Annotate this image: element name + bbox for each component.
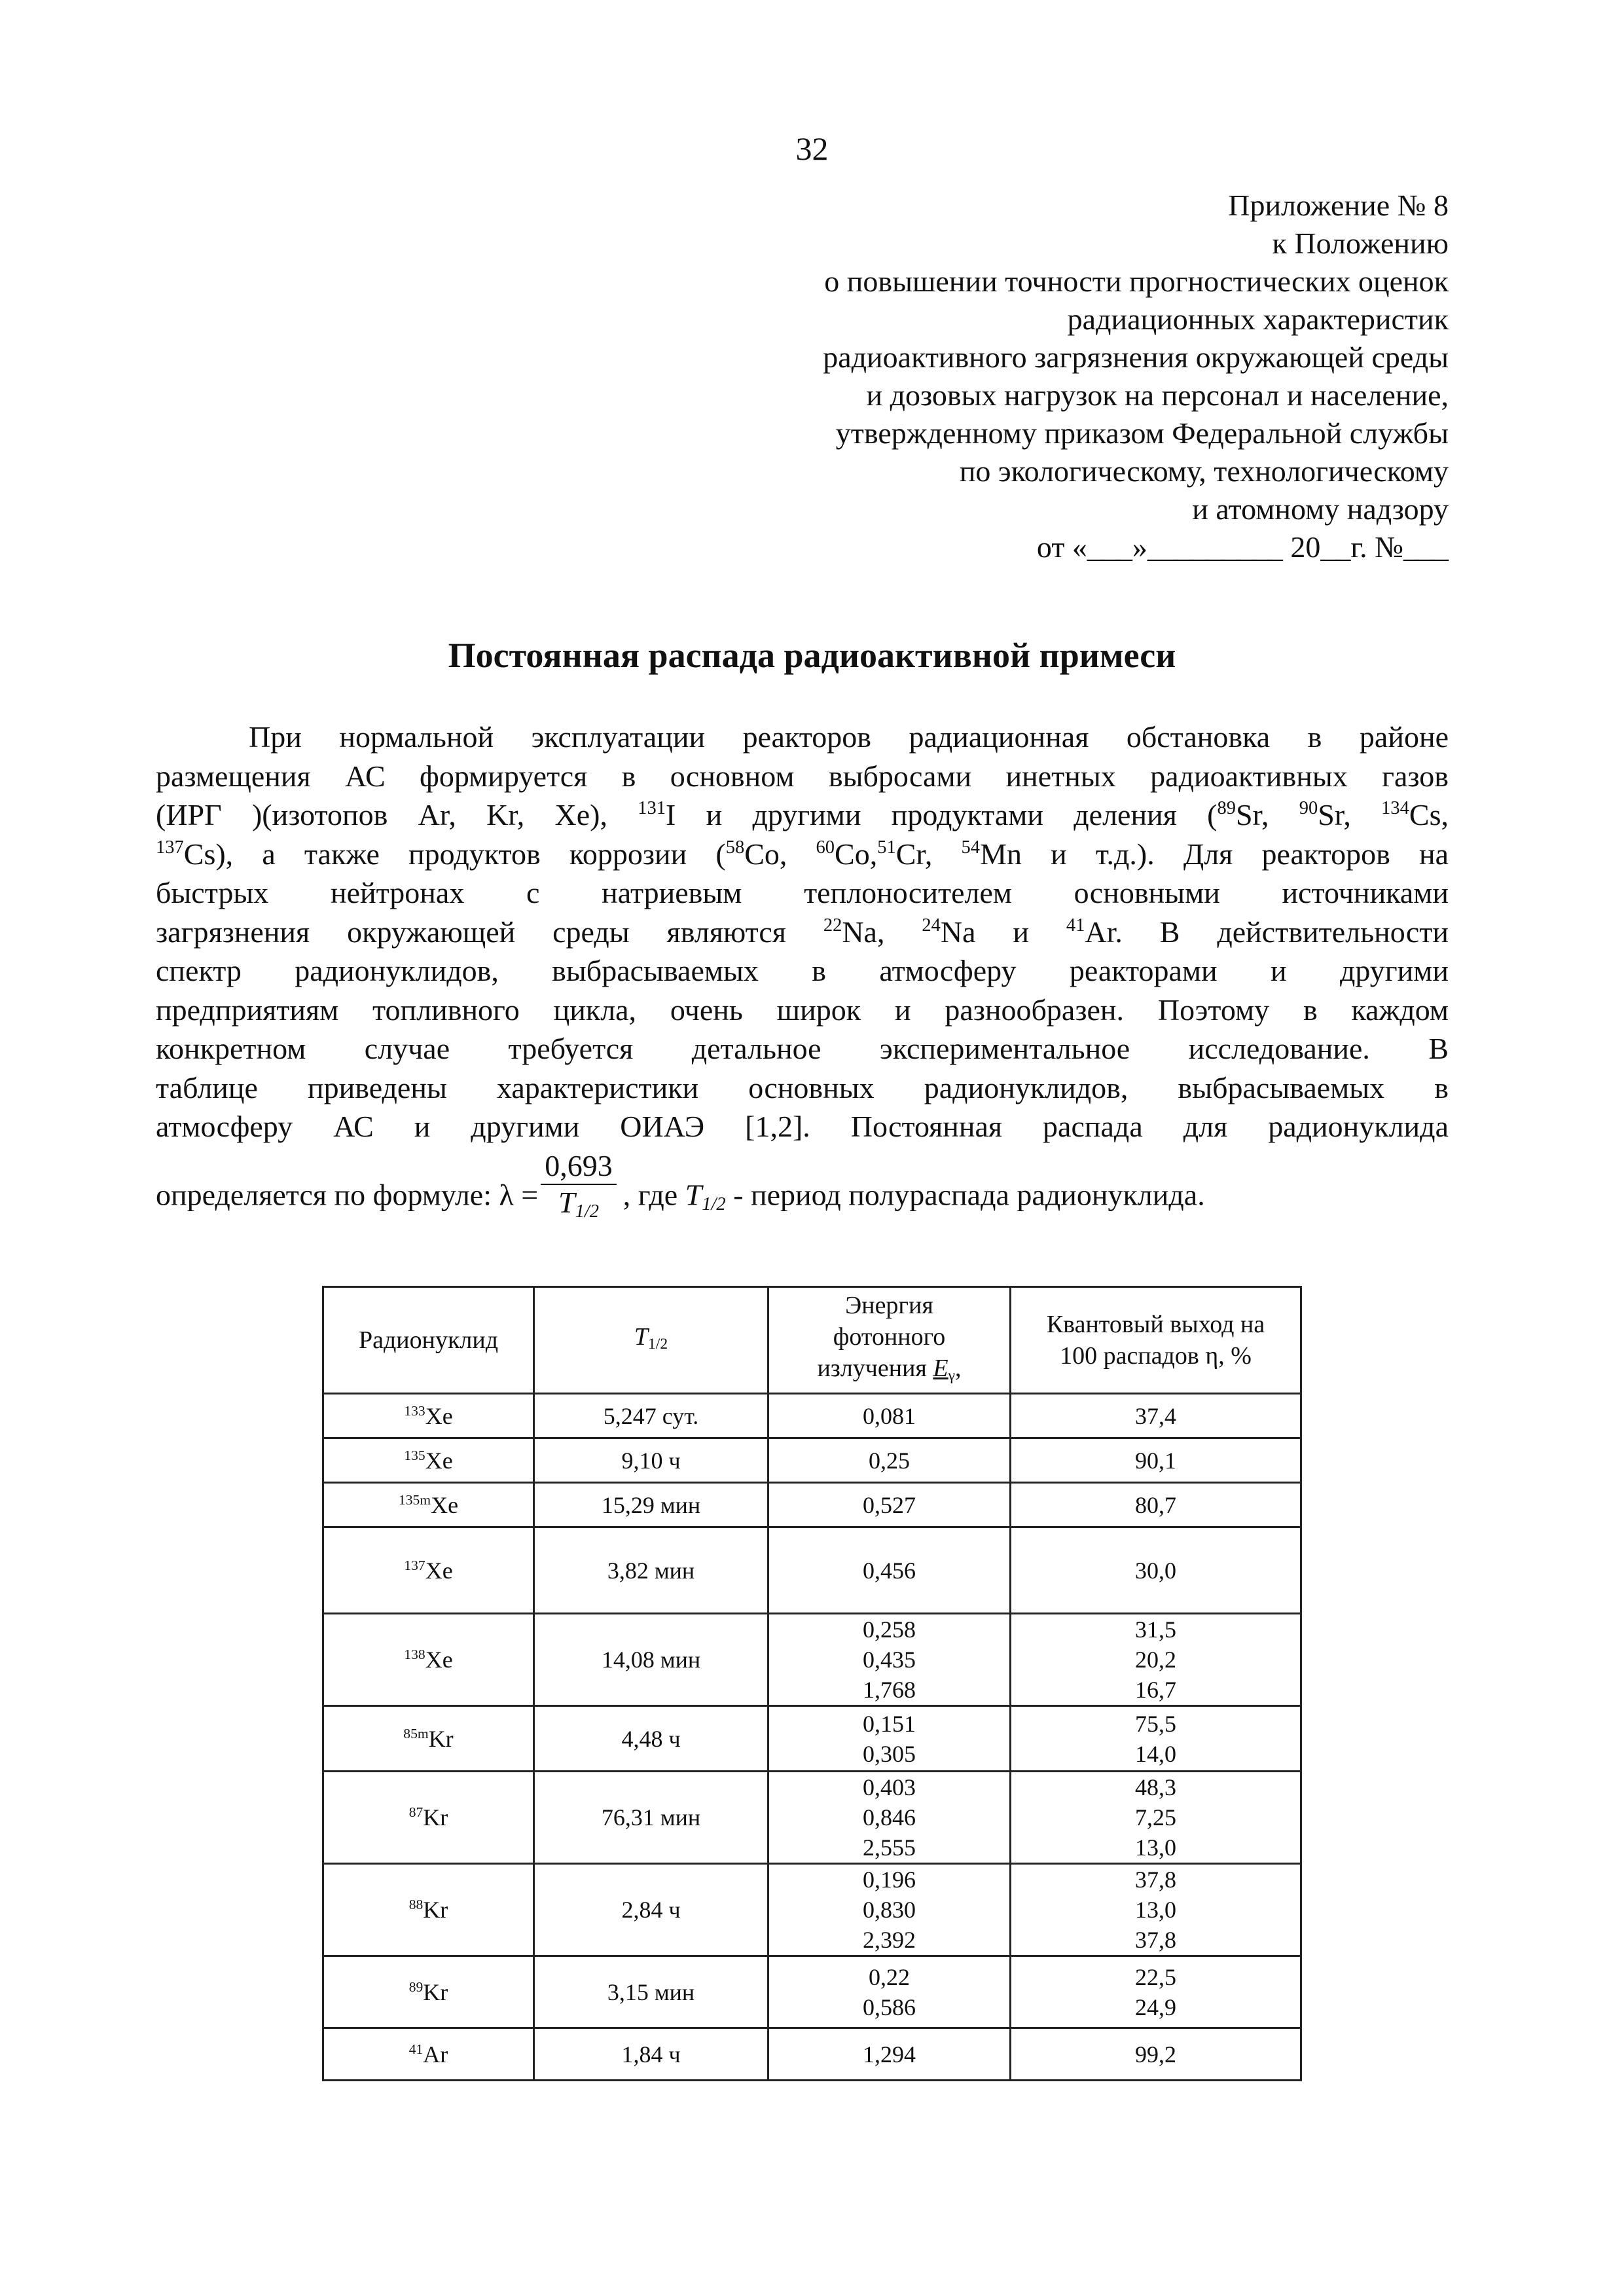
lambda-symbol: λ = xyxy=(499,1178,539,1212)
yield-value: 99,2 xyxy=(1135,2041,1176,2068)
header-energy: Энергия фотонного излучения $E_\gamma$, xyxy=(768,1287,1011,1394)
yield-value: 75,5 xyxy=(1135,1710,1176,1737)
nuclide-cell: $^{135}$Xe xyxy=(323,1438,534,1483)
table-row xyxy=(323,1706,1301,1772)
yield-cell xyxy=(1011,1438,1301,1483)
yield-value: 13,0 xyxy=(1135,1897,1176,1923)
yield-cell xyxy=(1011,1394,1301,1438)
appendix-line: утвержденному приказом Федеральной службы xyxy=(835,416,1449,450)
energy-cell xyxy=(768,1864,1011,1956)
paragraph-line: При нормальной эксплуатации реакторов радиационная обстановка в районе xyxy=(249,720,1449,754)
formula-line: определяется по формуле: λ = $\frac{0,693}{T_{1/2}}$ , где $T_{1/2}$ - период полураспада радионуклида. xyxy=(156,1157,1205,1239)
paragraph-line: загрязнения окружающей среды являются $^{22}$Na, $^{24}$Na и $^{41}$Ar. В действительности xyxy=(156,915,1449,949)
decay-formula: $\frac{0,693}{T_{1/2}}$ xyxy=(541,1148,617,1230)
yield-value: 90,1 xyxy=(1135,1447,1176,1474)
yield-value: 7,25 xyxy=(1135,1804,1176,1831)
energy-value: 0,305 xyxy=(863,1740,916,1767)
energy-cell xyxy=(768,1956,1011,2028)
appendix-line: и атомному надзору xyxy=(1192,492,1449,526)
nuclide-cell: $^{88}$Kr xyxy=(323,1864,534,1956)
nuclide-cell: $^{138}$Xe xyxy=(323,1614,534,1706)
appendix-line: к Положению xyxy=(1272,227,1449,260)
nuclide-cell: $^{133}$Xe xyxy=(323,1394,534,1438)
yield-cell xyxy=(1011,1614,1301,1706)
paragraph-line: спектр радионуклидов, выбрасываемых в атмосферу реакторами и другими xyxy=(156,954,1449,987)
paragraph-line: конкретном случае требуется детальное экспериментальное исследование. В xyxy=(156,1032,1449,1065)
yield-value: 16,7 xyxy=(1135,1677,1176,1703)
appendix-line: по экологическому, технологическому xyxy=(959,454,1449,488)
yield-cell xyxy=(1011,1956,1301,2028)
yield-value: 37,8 xyxy=(1135,1927,1176,1953)
halflife-cell: 3,82 мин xyxy=(534,1527,768,1614)
nuclide-cell: $^{89}$Kr xyxy=(323,1956,534,2028)
energy-value: 0,258 xyxy=(863,1616,916,1643)
energy-value: 2,392 xyxy=(863,1927,916,1953)
energy-value: 0,830 xyxy=(863,1897,916,1923)
yield-value: 37,4 xyxy=(1135,1402,1176,1429)
appendix-line: радиоактивного загрязнения окружающей среды xyxy=(823,340,1449,374)
yield-value: 22,5 xyxy=(1135,1963,1176,1990)
radionuclide-table xyxy=(322,1286,1302,2081)
yield-value: 48,3 xyxy=(1135,1774,1176,1800)
yield-value: 13,0 xyxy=(1135,1834,1176,1861)
halflife-cell: 15,29 мин xyxy=(534,1483,768,1527)
yield-cell xyxy=(1011,1772,1301,1864)
yield-value: 24,9 xyxy=(1135,1994,1176,2020)
yield-cell xyxy=(1011,1864,1301,1956)
halflife-cell: 76,31 мин xyxy=(534,1772,768,1864)
header-halflife: $T_{1/2}$ xyxy=(534,1287,768,1394)
energy-value: 0,25 xyxy=(869,1447,910,1474)
paragraph-line: размещения АС формируется в основном выбросами инетных радиоактивных газов xyxy=(156,759,1449,793)
energy-value: 0,586 xyxy=(863,1994,916,2020)
halflife-cell: 9,10 ч xyxy=(534,1438,768,1483)
yield-cell xyxy=(1011,1706,1301,1772)
energy-value: 0,846 xyxy=(863,1804,916,1831)
appendix-header xyxy=(823,187,1449,566)
energy-cell xyxy=(768,1706,1011,1772)
yield-cell xyxy=(1011,1483,1301,1527)
paragraph-line: $^{137}$Cs), а также продуктов коррозии ($^{58}$Co, $^{60}$Co,$^{51}$Cr, $^{54}$Mn и т.д.). Для реакторов на xyxy=(156,837,1449,871)
appendix-line: радиационных характеристик xyxy=(1067,302,1449,336)
appendix-line: и дозовых нагрузок на персонал и население, xyxy=(866,378,1449,412)
energy-cell xyxy=(768,2028,1011,2081)
section-title: Постоянная распада радиоактивной примеси xyxy=(448,636,1176,675)
appendix-line: о повышении точности прогностических оценок xyxy=(824,264,1449,298)
table-row xyxy=(323,1772,1301,1864)
body-paragraph xyxy=(156,718,1449,1146)
nuclide-cell: $^{137}$Xe xyxy=(323,1527,534,1614)
table-row xyxy=(323,1864,1301,1956)
energy-cell xyxy=(768,1394,1011,1438)
energy-value: 0,456 xyxy=(863,1557,916,1584)
halflife-cell: 14,08 мин xyxy=(534,1614,768,1706)
halflife-cell: 5,247 сут. xyxy=(534,1394,768,1438)
energy-cell xyxy=(768,1772,1011,1864)
paragraph-line: быстрых нейтронах с натриевым теплоносителем основными источниками xyxy=(156,876,1449,909)
energy-value: 0,435 xyxy=(863,1647,916,1673)
paragraph-line: предприятиям топливного цикла, очень широк и разнообразен. Поэтому в каждом xyxy=(156,993,1449,1027)
yield-cell xyxy=(1011,2028,1301,2081)
table-row xyxy=(323,1614,1301,1706)
table-row xyxy=(323,2028,1301,2081)
table-row xyxy=(323,1956,1301,2028)
halflife-cell: 4,48 ч xyxy=(534,1706,768,1772)
table-header-row xyxy=(323,1287,1301,1394)
energy-value: 0,196 xyxy=(863,1867,916,1893)
appendix-line: от «___»_________ 20__г. №___ xyxy=(1036,530,1449,564)
nuclide-cell: $^{87}$Kr xyxy=(323,1772,534,1864)
paragraph-line: (ИРГ )(изотопов Ar, Kr, Xe), $^{131}$I и другими продуктами деления ($^{89}$Sr, $^{90}$Sr, $^{134}$Cs, xyxy=(156,797,1449,831)
nuclide-cell: $^{85m}$Kr xyxy=(323,1706,534,1772)
nuclide-cell: $^{41}$Ar xyxy=(323,2028,534,2081)
energy-value: 1,294 xyxy=(863,2041,916,2068)
table-row xyxy=(323,1527,1301,1614)
energy-value: 0,403 xyxy=(863,1774,916,1800)
header-yield: Квантовый выход на 100 распадов η, % xyxy=(1011,1287,1301,1394)
nuclide-cell: $^{135m}$Xe xyxy=(323,1483,534,1527)
energy-value: 0,22 xyxy=(869,1963,910,1990)
appendix-line: Приложение № 8 xyxy=(1228,189,1449,222)
energy-value: 1,768 xyxy=(863,1677,916,1703)
energy-value: 0,151 xyxy=(863,1710,916,1737)
header-nuclide: Радионуклид xyxy=(323,1287,534,1394)
table-row xyxy=(323,1438,1301,1483)
halflife-cell: 1,84 ч xyxy=(534,2028,768,2081)
table-row xyxy=(323,1483,1301,1527)
energy-value: 0,527 xyxy=(863,1491,916,1518)
energy-cell xyxy=(768,1614,1011,1706)
paragraph-line: таблице приведены характеристики основных радионуклидов, выбрасываемых в xyxy=(156,1070,1449,1104)
yield-value: 14,0 xyxy=(1135,1740,1176,1767)
energy-value: 2,555 xyxy=(863,1834,916,1861)
energy-cell xyxy=(768,1483,1011,1527)
yield-value: 80,7 xyxy=(1135,1491,1176,1518)
yield-value: 20,2 xyxy=(1135,1647,1176,1673)
yield-value: 30,0 xyxy=(1135,1557,1176,1584)
table-row xyxy=(323,1394,1301,1438)
energy-cell xyxy=(768,1527,1011,1614)
yield-value: 31,5 xyxy=(1135,1616,1176,1643)
halflife-cell: 2,84 ч xyxy=(534,1864,768,1956)
yield-value: 37,8 xyxy=(1135,1867,1176,1893)
yield-cell xyxy=(1011,1527,1301,1614)
halflife-cell: 3,15 мин xyxy=(534,1956,768,2028)
paragraph-line: атмосферу АС и другими ОИАЭ [1,2]. Постоянная распада для радионуклида xyxy=(156,1110,1449,1143)
energy-value: 0,081 xyxy=(863,1402,916,1429)
energy-cell xyxy=(768,1438,1011,1483)
page-number: 32 xyxy=(795,130,829,167)
